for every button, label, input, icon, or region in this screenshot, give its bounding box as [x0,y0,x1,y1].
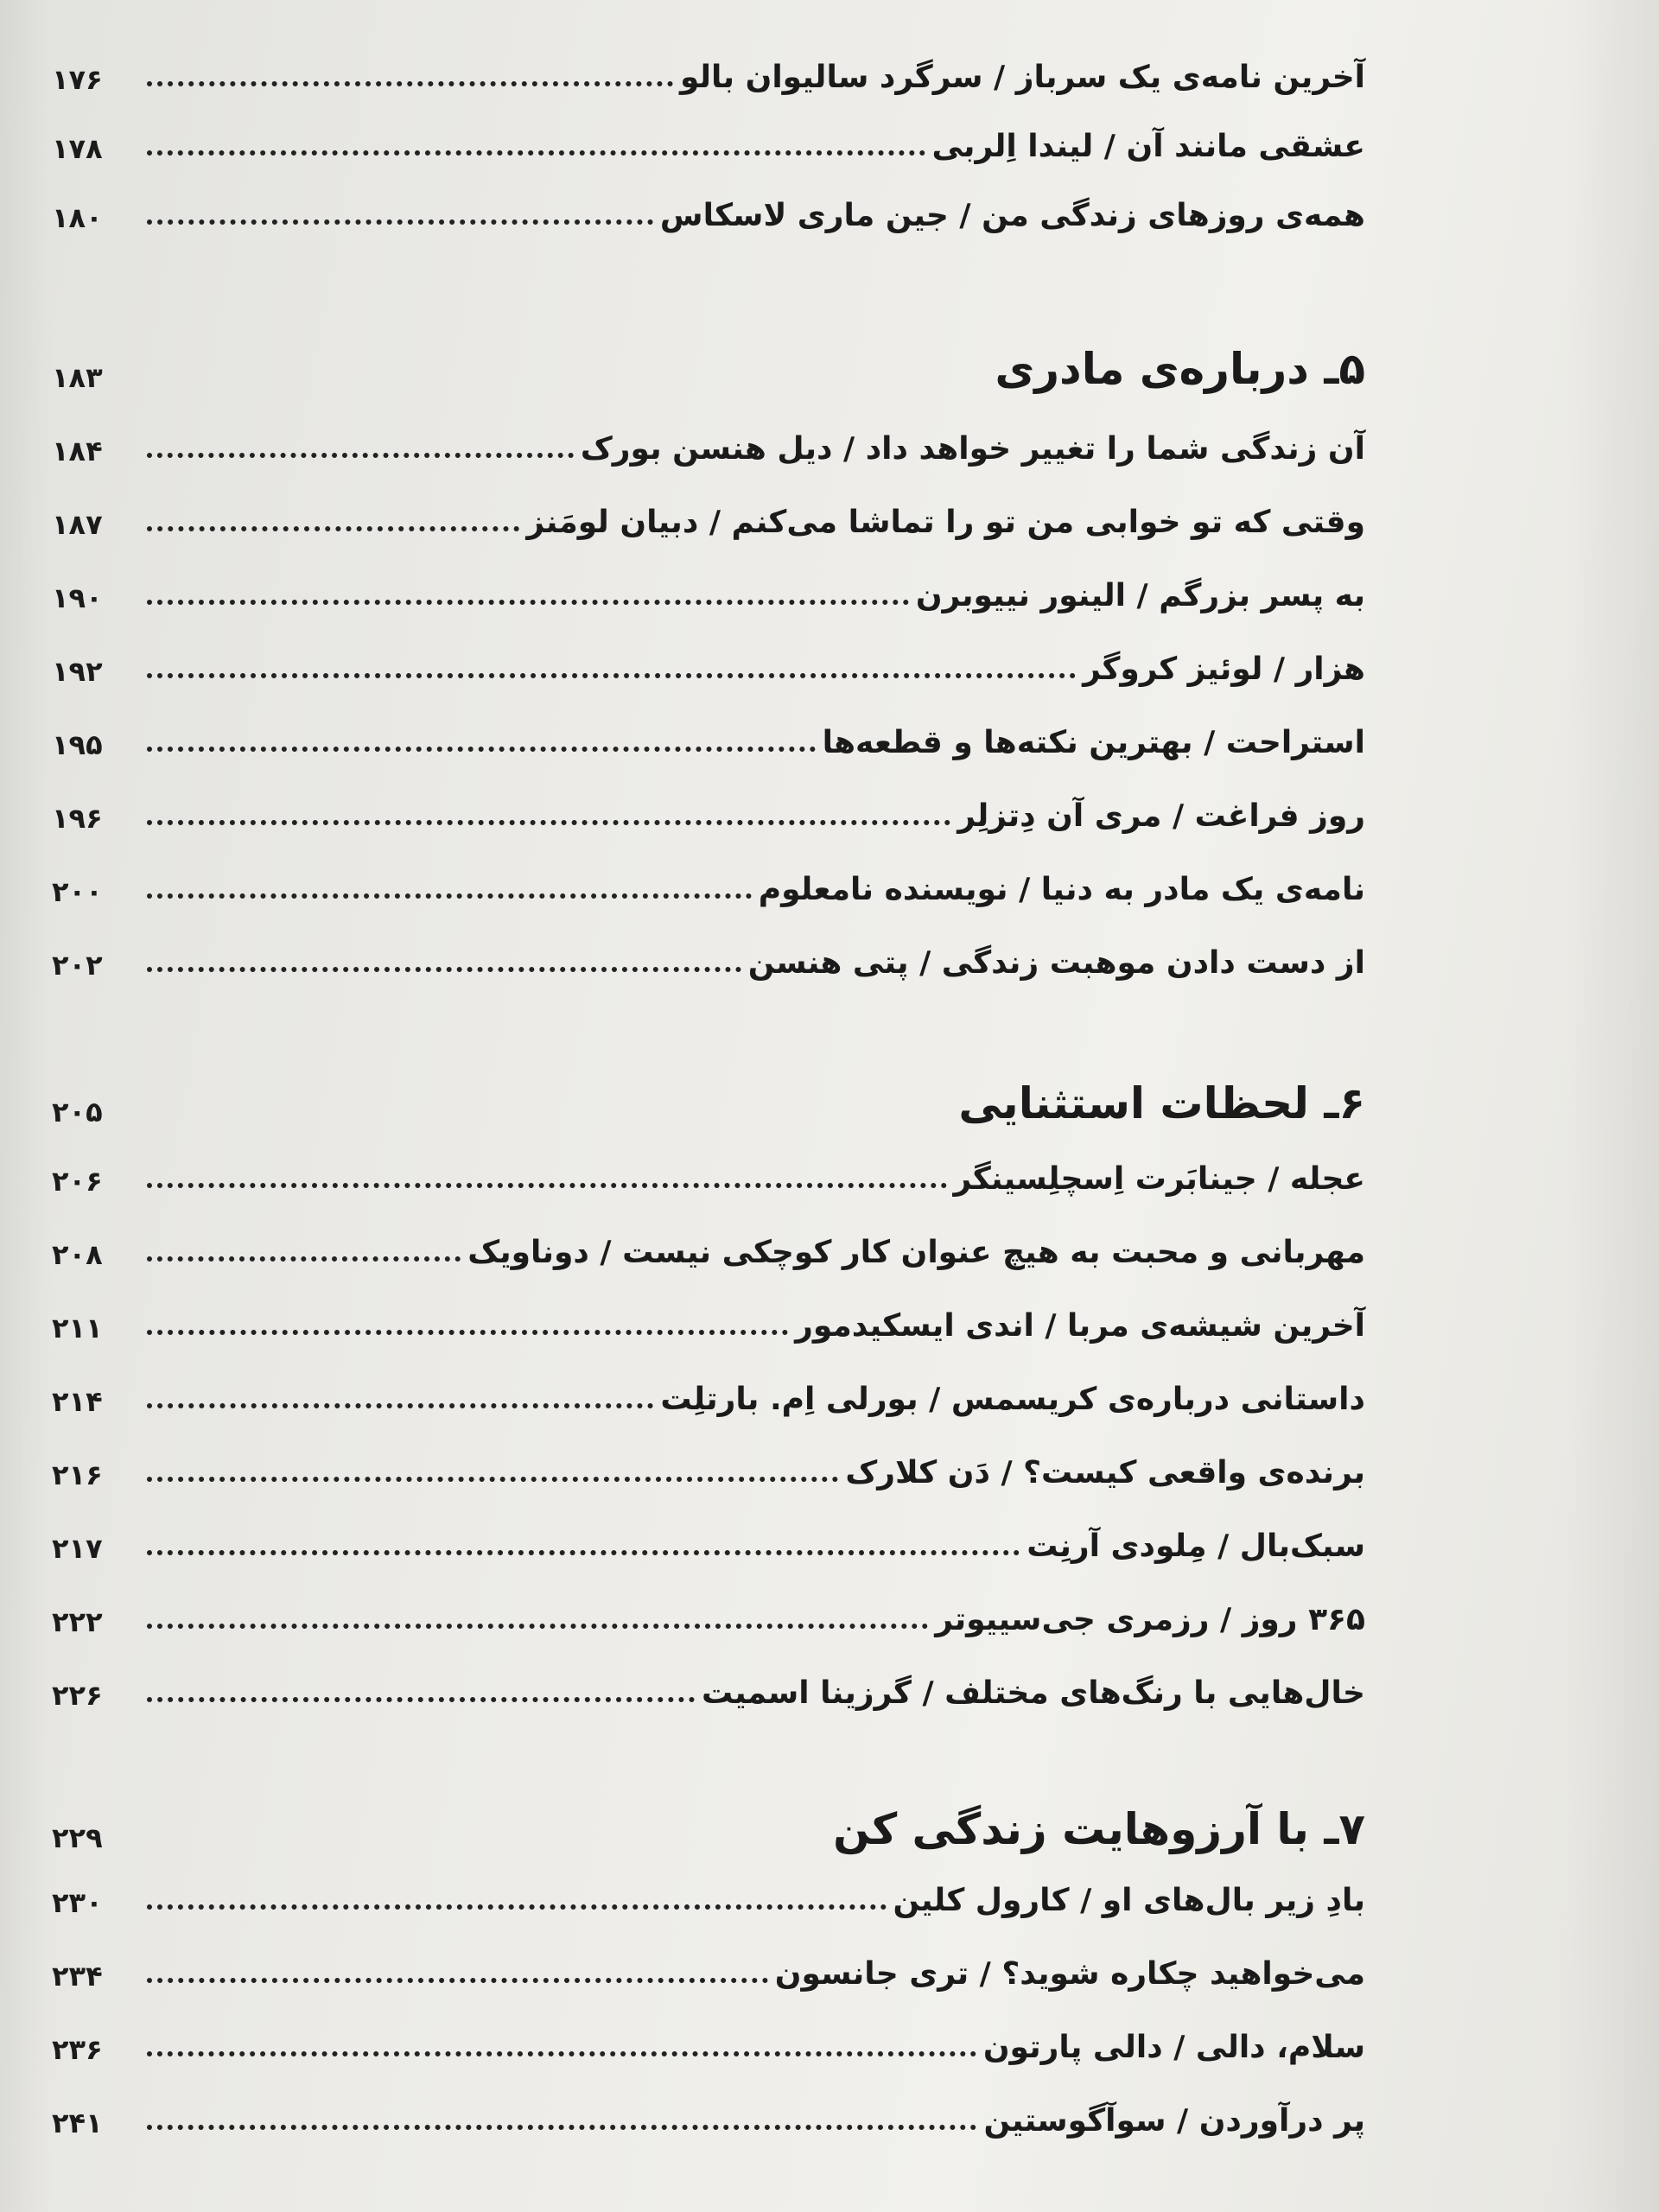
dot-leader [147,600,909,605]
dot-leader [147,1697,695,1702]
entry-page-number: ۱۸۷ [52,507,103,541]
entry-page-number: ۲۱۱ [52,1311,103,1344]
toc-entry [52,173,1365,233]
toc-entry [52,920,1365,981]
entry-page-number: ۱۹۲ [52,654,103,688]
entry-page-number: ۲۰۰ [52,874,103,908]
entry-title: هزار / لوئیز کروگر [1083,652,1365,688]
entry-page-number: ۱۷۶ [52,62,103,96]
section-heading [52,1058,1365,1128]
entry-page-number: ۲۴۱ [52,2106,103,2139]
toc-entry [52,1283,1365,1344]
dot-leader [147,820,950,825]
entry-title: همه‌ی روزهای زندگی من / جین ماری لاسکاس [659,198,1365,234]
dot-leader [147,526,519,531]
section-title: ۶ـ لحظات استثنایی [958,1078,1365,1128]
toc-entry [52,626,1365,687]
entry-page-number: ۲۳۰ [52,1885,103,1919]
toc-entry [52,2078,1365,2139]
page-gutter-shadow [0,0,52,2212]
entry-page-number: ۲۱۶ [52,1458,103,1491]
toc-entry [52,480,1365,540]
dot-leader [147,967,741,972]
dot-leader [147,1330,788,1335]
entry-page-number: ۲۰۶ [52,1164,103,1198]
entry-title: ۳۶۵ روز / رزمری جی‌سییوتر [935,1602,1365,1638]
toc-entry [52,35,1365,95]
entry-title: استراحت / بهترین نکته‌ها و قطعه‌ها [822,725,1365,761]
dot-leader [147,150,925,156]
dot-leader [147,747,816,752]
entry-title: نامه‌ی یک مادر به دنیا / نویسنده نامعلوم [758,872,1365,908]
entry-page-number: ۲۱۴ [52,1384,103,1418]
section-heading [52,1784,1365,1853]
entry-title: آخرین شیشه‌ی مربا / اندی ایسکیدمور [795,1308,1365,1344]
dot-leader [147,1904,887,1910]
entry-title: پر درآوردن / سوآگوستین [983,2103,1365,2139]
dot-leader [147,1624,928,1629]
entry-title: عجله / جینابَرت اِسچلِسینگر [953,1161,1365,1198]
dot-leader [147,673,1076,678]
toc-entry [52,1136,1365,1197]
entry-title: آخرین نامه‌ی یک سرباز / سرگرد سالیوان بالو [679,60,1365,96]
entry-title: مهربانی و محبت به هیچ عنوان کار کوچکی نیست / دوناویک [467,1235,1365,1271]
section-heading [52,324,1365,393]
entry-page-number: ۲۳۶ [52,2032,103,2066]
entry-page-number: ۱۸۴ [52,434,103,467]
entry-title: خال‌هایی با رنگ‌های مختلف / گرزینا اسمیت [701,1675,1365,1712]
entry-page-number: ۲۰۲ [52,948,103,982]
dot-leader [147,1550,1020,1555]
toc-entry [52,1430,1365,1491]
toc-entry [52,847,1365,907]
dot-leader [147,453,574,458]
entry-title: داستانی درباره‌ی کریسمس / بورلی اِم. بارتلِت [660,1382,1365,1418]
entry-title: از دست دادن موهبت زندگی / پتی هنسن [747,945,1365,982]
entry-page-number: ۱۹۶ [52,801,103,835]
section-page-number: ۲۰۵ [52,1095,103,1128]
toc-entry [52,1931,1365,1992]
section-page-number: ۱۸۳ [52,360,103,394]
toc-entry [52,1858,1365,1918]
dot-leader [147,1403,653,1408]
toc-entry [52,773,1365,834]
entry-title: سبک‌بال / مِلودی آرنِت [1027,1529,1365,1565]
toc-entry [52,1357,1365,1417]
dot-leader [147,81,673,86]
entry-page-number: ۱۹۵ [52,728,103,761]
entry-page-number: ۲۲۶ [52,1678,103,1712]
entry-title: آن زندگی شما را تغییر خواهد داد / دیل هنسن بورک [580,431,1365,467]
dot-leader [147,2125,976,2130]
dot-leader [147,1978,768,1983]
toc-entry [52,1210,1365,1270]
entry-title: برنده‌ی واقعی کیست؟ / دَن کلارک [845,1455,1365,1491]
toc-entry [52,1650,1365,1711]
entry-page-number: ۱۸۰ [52,200,103,234]
entry-title: وقتی که تو خوابی من تو را تماشا می‌کنم / دبیان لومَنز [526,505,1365,541]
dot-leader [147,1256,461,1262]
section-title: ۷ـ با آرزوهایت زندگی کن [833,1804,1365,1854]
toc-entry [52,406,1365,467]
toc-entry [52,553,1365,613]
dot-leader [147,1477,838,1482]
entry-title: بادِ زیر بال‌های او / کارول کلین [893,1883,1365,1919]
entry-page-number: ۱۹۰ [52,581,103,614]
entry-title: به پسر بزرگم / الینور نییوبرن [915,578,1365,614]
entry-page-number: ۲۳۴ [52,1959,103,1993]
dot-leader [147,2051,976,2056]
entry-page-number: ۲۲۲ [52,1605,103,1638]
dot-leader [147,893,752,899]
entry-title: می‌خواهید چکاره شوید؟ / تری جانسون [774,1956,1365,1993]
entry-title: روز فراغت / مری آن دِتزلِر [957,798,1365,835]
page-edge-shadow [1564,0,1659,2212]
section-page-number: ۲۲۹ [52,1821,103,1854]
toc-entry [52,700,1365,760]
entry-page-number: ۲۰۸ [52,1237,103,1271]
entry-page-number: ۲۱۷ [52,1531,103,1565]
toc-entry [52,104,1365,164]
dot-leader [147,1183,947,1188]
toc-entry [52,1503,1365,1564]
toc-entry [52,2005,1365,2065]
toc-entry [52,1577,1365,1637]
entry-page-number: ۱۷۸ [52,131,103,165]
entry-title: عشقی مانند آن / لیندا اِلربی [931,129,1365,165]
section-title: ۵ـ درباره‌ی مادری [995,344,1365,394]
dot-leader [147,219,653,225]
entry-title: سلام، دالی / دالی پارتون [982,2030,1365,2066]
